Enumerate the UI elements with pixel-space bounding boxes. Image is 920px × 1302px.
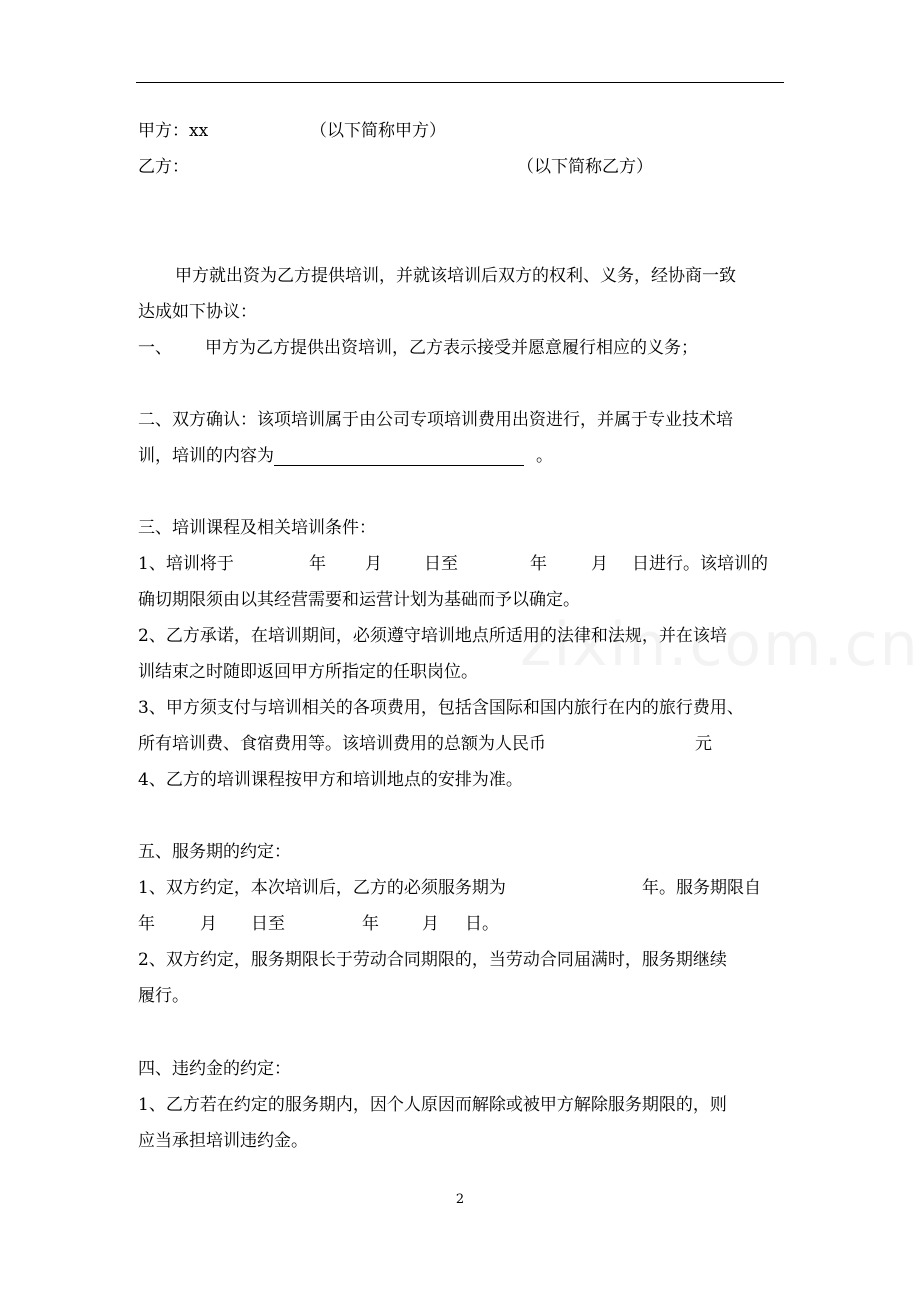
section-2-line-1: 二、双方确认：该项培训属于由公司专项培训费用出资进行，并属于专业技术培 [138,410,733,430]
section-3-item-1-year-2: 年 [530,554,547,574]
section-3-title: 三、培训课程及相关培训条件： [138,518,376,538]
section-1-text: 甲方为乙方提供出资培训，乙方表示接受并愿意履行相应的义务； [205,338,698,358]
intro-line-2: 达成如下协议： [138,302,257,322]
section-3-item-2-line-2: 训结束之时随即返回甲方所指定的任职岗位。 [138,662,478,682]
section-3-item-1-line-2: 确切期限须由以其经营需要和运营计划为基础而予以确定。 [138,590,580,610]
section-4-item-1-line-2: 应当承担培训违约金。 [138,1131,308,1151]
party-a-label: 甲方：xx [138,121,209,141]
section-5-item-2-line-2: 履行。 [138,986,189,1006]
section-3-item-1-a: 1、培训将于 [138,554,234,574]
party-b-label: 乙方： [138,157,189,177]
intro-line-1: 甲方就出资为乙方提供培训，并就该培训后双方的权利、义务，经协商一致 [175,266,736,286]
section-3-item-1-month-1: 月 [365,554,382,574]
section-3-item-1-day-to: 日至 [424,554,458,574]
section-5-item-1-day-end: 日。 [465,914,499,934]
training-content-blank[interactable] [274,447,524,466]
section-2-content-label: 训，培训的内容为 [138,446,274,466]
section-2-end: 。 [536,446,553,466]
section-3-item-2-line-1: 2、乙方承诺，在培训期间，必须遵守培训地点所适用的法律和法规，并在该培 [138,626,727,646]
header-rule [136,82,784,83]
section-3-item-1-g: 日进行。该培训的 [632,554,768,574]
section-5-item-1-day-to: 日至 [251,914,285,934]
section-5-title: 五、服务期的约定： [138,842,291,862]
section-3-item-3-currency-unit: 元 [695,734,712,754]
section-5-item-1-b: 年。服务期限自 [642,878,761,898]
section-3-item-1-month-2: 月 [591,554,608,574]
party-b-abbr: （以下简称乙方） [517,157,653,177]
section-4-title: 四、违约金的约定： [138,1059,291,1079]
section-5-item-1-month-1: 月 [200,914,217,934]
section-5-item-2-line-1: 2、双方约定，服务期限长于劳动合同期限的，当劳动合同届满时，服务期继续 [138,950,727,970]
section-5-item-1-month-2: 月 [422,914,439,934]
page-number: 2 [455,1192,465,1207]
section-3-item-4: 4、乙方的培训课程按甲方和培训地点的安排为准。 [138,770,523,790]
section-4-item-1-line-1: 1、乙方若在约定的服务期内，因个人原因而解除或被甲方解除服务期限的，则 [138,1095,727,1115]
section-3-item-3-line-2: 所有培训费、食宿费用等。该培训费用的总额为人民币 [138,734,546,754]
section-3-item-3-line-1: 3、甲方须支付与培训相关的各项费用，包括含国际和国内旅行在内的旅行费用、 [138,698,744,718]
section-1-number: 一、 [138,338,172,358]
section-5-item-1-a: 1、双方约定，本次培训后，乙方的必须服务期为 [138,878,506,898]
section-5-item-1-year-2: 年 [362,914,379,934]
section-2-line-2 [138,446,553,466]
section-3-item-1-year-1: 年 [309,554,326,574]
party-a-abbr: （以下简称甲方） [310,121,446,141]
section-5-item-1-year-1: 年 [138,914,155,934]
